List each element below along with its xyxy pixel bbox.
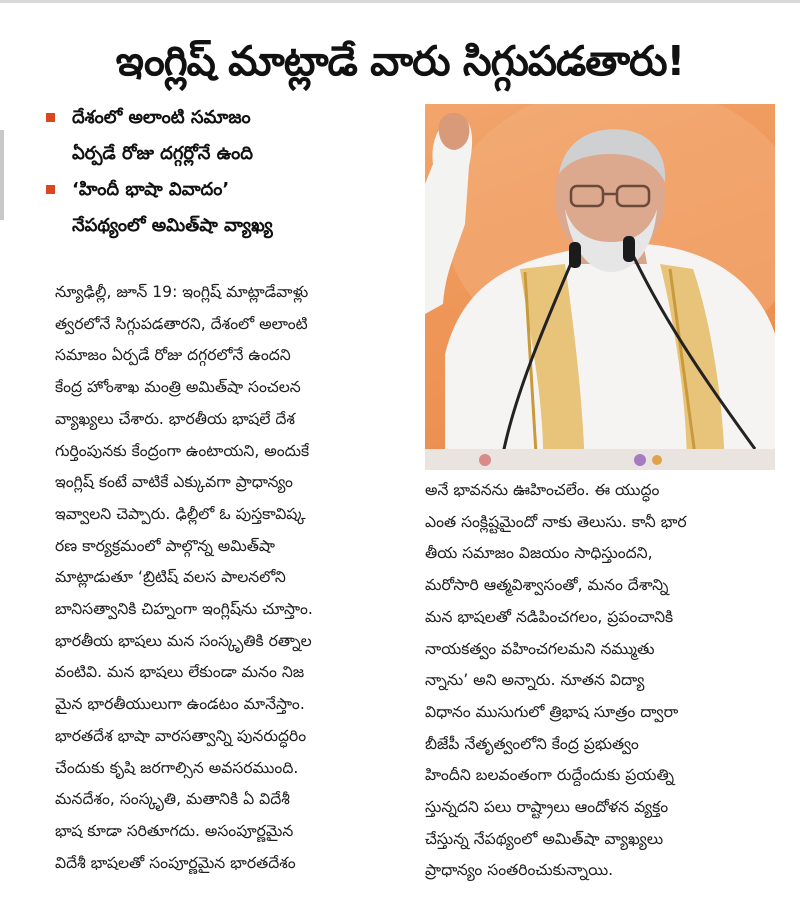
bullet-square-icon [46,113,55,122]
body-line: భాష కూడా సరితూగదు. అసంపూర్ణమైన [55,821,294,840]
body-line: న్యూఢిల్లీ, జూన్ 19: ఇంగ్లిష్ మాట్లాడేవాళ్లు [55,283,309,301]
body-line: వంటివి. మన భాషలు లేకుండా మనం నిజ [55,663,305,682]
body-line: నాయకత్వం వహించగలమని నమ్ముతు [425,639,655,658]
body-line: రణ కార్యక్రమంలో పాల్గొన్న అమిత్‌షా [55,536,275,555]
bullet-square-icon [46,185,55,194]
highlights-list [40,100,415,244]
speaker-illustration [425,104,775,470]
body-line: మనదేశం, సంస్కృతి, మతానికి ఏ విదేశీ [55,790,290,809]
highlight-line: ఏర్పడే రోజు దగ్గర్లోనే ఉంది [72,143,253,164]
article-body-left [55,277,400,879]
body-line: మాట్లాడుతూ ‘బ్రిటిష్ వలస పాలనలోని [55,568,286,587]
highlight-line: ‘హిందీ భాషా వివాదం’ [72,179,230,200]
body-line: భారతదేశ భాషా వారసత్వాన్ని పునరుద్ధరిం [55,726,307,745]
highlight-line: నేపథ్యంలో అమిత్‌షా వ్యాఖ్య [72,215,273,236]
body-line: న్నాను’ అని అన్నారు. నూతన విద్యా [425,671,645,690]
body-line: విదేశీ భాషలతో సంపూర్ణమైన భారతదేశం [55,853,296,872]
body-line: బీజేపీ నేతృత్వంలోని కేంద్ర ప్రభుత్వం [425,734,639,753]
body-line: విధానం ముసుగులో త్రిభాష సూత్రం ద్వారా [425,702,679,721]
highlight-item [40,100,415,172]
body-line: మన భాషలతో నడిపించగలం, ప్రపంచానికి [425,607,674,626]
top-rule [0,0,800,3]
margin-mark [0,130,4,220]
body-line: ప్రాధాన్యం సంతరించుకున్నాయి. [425,861,614,880]
highlight-line: దేశంలో అలాంటి సమాజం [72,107,251,128]
body-line: అనే భావనను ఊహించలేం. ఈ యుద్ధం [425,481,660,499]
speaker-photo [425,104,775,470]
body-line: త్వరలోనే సిగ్గుపడతారని, దేశంలో అలాంటి [55,314,308,333]
body-line: మైన భారతీయులుగా ఉండటం మానేస్తాం. [55,695,305,714]
body-line: గుర్తింపునకు కేంద్రంగా ఉంటాయని, అందుకే [55,441,310,460]
body-line: ఇవ్వాలని చెప్పారు. ఢిల్లీలో ఓ పుస్తకావిష్క [55,504,306,523]
body-line: తీయ సమాజం విజయం సాధిస్తుందని, [425,544,653,563]
body-line: ఎంత సంక్లిష్టమైందో నాకు తెలుసు. కానీ భార [425,512,687,531]
body-line: భారతీయ భాషలు మన సంస్కృతికి రత్నాల [55,631,312,650]
body-line: స్తున్నదని పలు రాష్ట్రాలు ఆందోళన వ్యక్తం [425,798,669,817]
body-line: కేంద్ర హోంశాఖ మంత్రి అమిత్‌షా సంచలన [55,378,301,397]
body-line: మరోసారి ఆత్మవిశ్వాసంతో, మనం దేశాన్ని [425,576,669,595]
article-body-right [425,475,775,887]
body-line: బానిసత్వానికి చిహ్నంగా ఇంగ్లిష్‌ను చూస్తాం. [55,600,313,619]
highlight-item [40,172,415,244]
headline: ఇంగ్లిష్ మాట్లాడే వారు సిగ్గుపడతారు! [115,37,685,85]
body-line: సమాజం ఏర్పడే రోజు దగ్గరలోనే ఉందని [55,346,291,365]
body-line: చేందుకు కృషి జరగాల్సిన అవసరముంది. [55,758,299,777]
body-line: హిందీని బలవంతంగా రుద్దేందుకు ప్రయత్ని [425,766,675,785]
body-line: చేస్తున్న నేపథ్యంలో అమిత్‌షా వ్యాఖ్యలు [425,829,664,848]
body-line: వ్యాఖ్యలు చేశారు. భారతీయ భాషలే దేశ [55,409,295,428]
body-line: ఇంగ్లిష్ కంటే వాటికే ఎక్కువగా ప్రాధాన్యం [55,473,293,492]
